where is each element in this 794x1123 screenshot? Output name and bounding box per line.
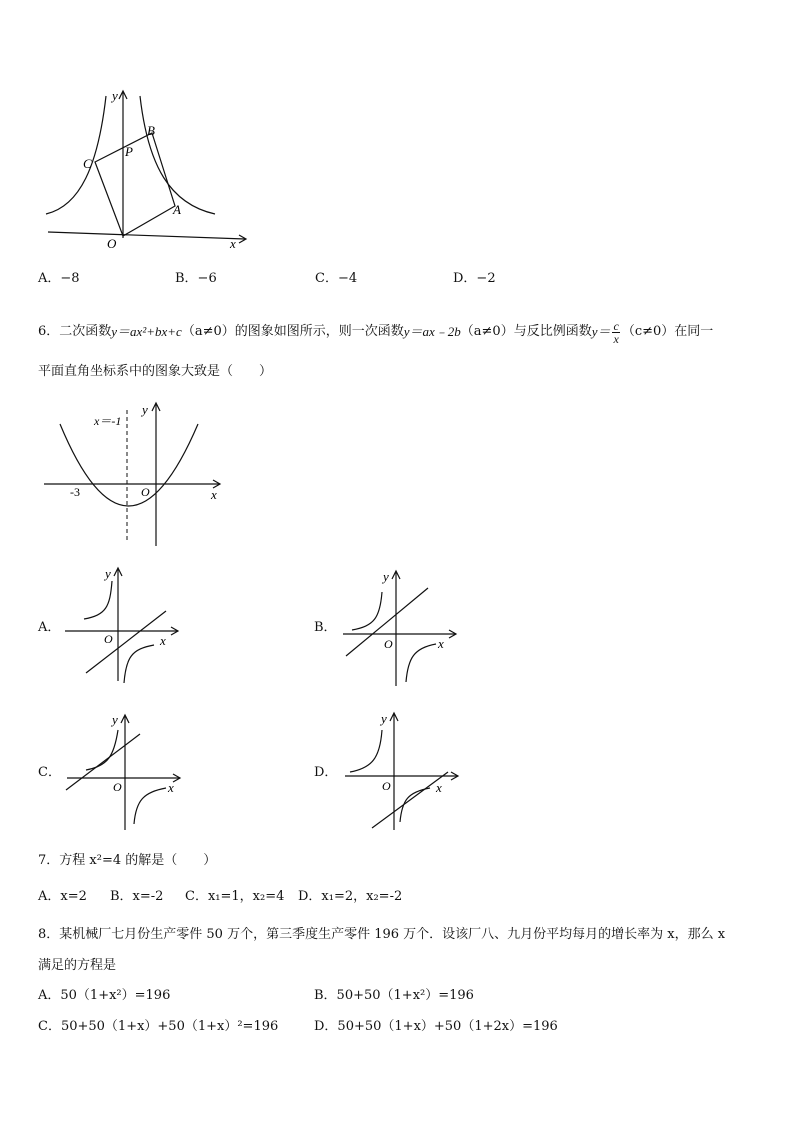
- q6-stem-line2: 平面直角坐标系中的图象大致是（ ）: [38, 364, 273, 379]
- label-neg3: -3: [70, 485, 80, 499]
- rectangle-oabc: [95, 133, 175, 236]
- label-x: x: [211, 487, 217, 502]
- q5-option-a[interactable]: A．−8: [38, 271, 80, 286]
- q7-option-d[interactable]: D．x₁=2，x₂=-2: [298, 889, 403, 904]
- label-c: C: [83, 156, 92, 171]
- q6-linear: y＝ax﹣2b: [403, 324, 461, 339]
- q6-fraction: [612, 320, 619, 345]
- q8-stem-line1: 8．某机械厂七月份生产零件 50 万个，第三季度生产零件 196 万个．设该厂八、九月份平均每月的增长率为 x，那么 x: [38, 927, 726, 942]
- q6-text-g: （c≠0）在同一: [621, 324, 714, 339]
- svg-text:y: y: [381, 711, 387, 726]
- q8-option-b[interactable]: B．50+50（1+x²）=196: [314, 988, 474, 1003]
- q6-option-d[interactable]: D．: [314, 765, 338, 780]
- svg-text:O: O: [382, 779, 391, 793]
- q6-stem-line1: [38, 312, 713, 352]
- q6-text-a: 6．二次函数: [38, 324, 112, 339]
- q6-option-c[interactable]: C．: [38, 765, 61, 780]
- label-a: A: [173, 202, 181, 217]
- q7-option-b[interactable]: B．x=-2: [110, 889, 164, 904]
- svg-text:O: O: [113, 780, 122, 794]
- label-o: O: [107, 236, 117, 251]
- q6-text-e: （a≠0）与反比例函数: [460, 324, 592, 339]
- q6-option-a[interactable]: A．: [38, 620, 61, 635]
- label-p: P: [125, 144, 133, 159]
- q5-option-d[interactable]: D．−2: [453, 271, 496, 286]
- label-y: y: [142, 402, 148, 417]
- q8-option-a[interactable]: A．50（1+x²）=196: [38, 988, 171, 1003]
- svg-text:O: O: [384, 637, 393, 651]
- q8-stem-line2: 满足的方程是: [38, 958, 117, 973]
- q5-figure: [40, 86, 255, 254]
- left-branch: [46, 96, 106, 214]
- label-y: y: [112, 88, 118, 103]
- q5-option-b[interactable]: B．−6: [175, 271, 217, 286]
- right-branch: [140, 96, 215, 214]
- label-x: x: [230, 236, 236, 251]
- q6-option-a-graph[interactable]: [60, 565, 185, 685]
- svg-text:y: y: [383, 569, 389, 584]
- svg-text:O: O: [104, 632, 113, 646]
- q6-option-b-graph[interactable]: [338, 568, 463, 688]
- q7-stem: 7．方程 x²=4 的解是（ ）: [38, 853, 217, 868]
- q6-quadratic: y＝ax²+bx+c: [111, 324, 182, 339]
- svg-text:x: x: [168, 780, 174, 795]
- q6-option-b[interactable]: B．: [314, 620, 337, 635]
- q5-option-c[interactable]: C．−4: [315, 271, 358, 286]
- svg-text:y: y: [105, 566, 111, 581]
- q6-option-c-graph[interactable]: [62, 712, 187, 832]
- svg-text:x: x: [438, 636, 444, 651]
- q6-parabola-figure: [40, 398, 225, 548]
- q6-option-d-graph[interactable]: [340, 710, 465, 832]
- q8-option-c[interactable]: C．50+50（1+x）+50（1+x）²=196: [38, 1019, 279, 1034]
- q7-option-a[interactable]: A．x=2: [38, 889, 87, 904]
- q6-inverse: y＝: [591, 324, 611, 339]
- svg-text:x: x: [436, 780, 442, 795]
- label-b: B: [147, 123, 155, 138]
- q7-option-c[interactable]: C．x₁=1，x₂=4: [185, 889, 285, 904]
- q8-option-d[interactable]: D．50+50（1+x）+50（1+2x）=196: [314, 1019, 558, 1034]
- svg-text:x: x: [160, 633, 166, 648]
- svg-text:y: y: [112, 712, 118, 727]
- symmetry-label: x＝-1: [94, 414, 122, 428]
- q6-text-c: （a≠0）的图象如图所示，则一次函数: [181, 324, 404, 339]
- x-axis: [48, 232, 245, 239]
- q6-frac-den: x: [613, 331, 619, 346]
- label-o: O: [141, 485, 150, 499]
- q6-frac-num: c: [613, 318, 619, 333]
- parabola: [60, 424, 198, 506]
